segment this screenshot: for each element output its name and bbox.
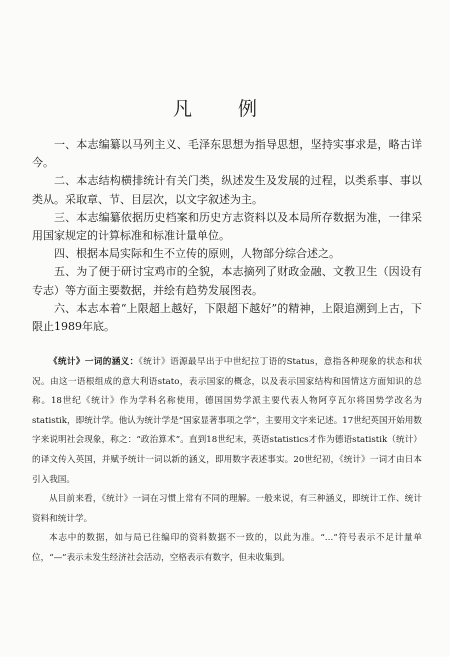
rules-section [32, 136, 422, 336]
note-usage: 从目前来看，《统计》一词在习惯上常有不同的理解。一般来说，有三种涵义，即统计工作、统计资料和统计学。 [32, 494, 422, 524]
note-heading: 《统计》一词的涵义： [49, 357, 139, 367]
rule-2: 二、本志结构横排统计有关门类，纵述发生及发展的过程，以类系事、事以类从。采取章、节、目层次，以文字叙述为主。 [32, 174, 422, 206]
rule-6: 六、本志本着“上限超上越好，下限超下越好”的精神，上限追溯到上古，下限止1989年底。 [32, 301, 422, 334]
rule-1: 一、本志编纂以马列主义、毛泽东思想为指导思想，坚持实事求是，略古详今。 [32, 138, 422, 170]
note-body: 《统计》语源最早出于中世纪拉丁语的Status，意指各种现象的状态和状况。由这一语根组成的意大利语stato，表示国家的概念，以及表示国家结构和国情这方面知识的总称。18世纪《统计》作为学科名称使用，德国国势学派主要代表人物阿亨瓦尔将国势学改名为statistik，即统计学。他认为统计学是“国家显著事项之学”，主要用文字来记述。17世纪英国开始用数字来说明社会现象，称之：“政治算术”。直到18世纪末，英语statistics才作为德语statistik（统计）的译文传入英国，并赋予统计一词以新的涵义，即用数字表述事实。20世纪初，《统计》一词才由日本引入我国。 [32, 357, 422, 485]
page-title: 凡 例 [172, 98, 278, 120]
rule-3: 三、本志编纂依据历史档案和历史方志资料以及本局所存数据为准，一律采用国家规定的计算标准和标准计量单位。 [32, 210, 422, 243]
note-statistics-meaning [32, 353, 422, 490]
rule-5: 五、为了便于研讨宝鸡市的全貌，本志摘列了财政金融、文教卫生（因设有专志）等方面主要数据，并绘有趋势发展图表。 [32, 265, 422, 297]
notes-section [32, 353, 422, 569]
rule-4: 四、根据本局实际和生不立传的原则，人物部分综合述之。 [54, 247, 340, 261]
note-symbols: 本志中的数据，如与局已往编印的资料数据不一致的，以此为准。“…”符号表示不足计量单位，“—”表示未发生经济社会活动，空格表示有数字，但未收集到。 [32, 533, 422, 563]
